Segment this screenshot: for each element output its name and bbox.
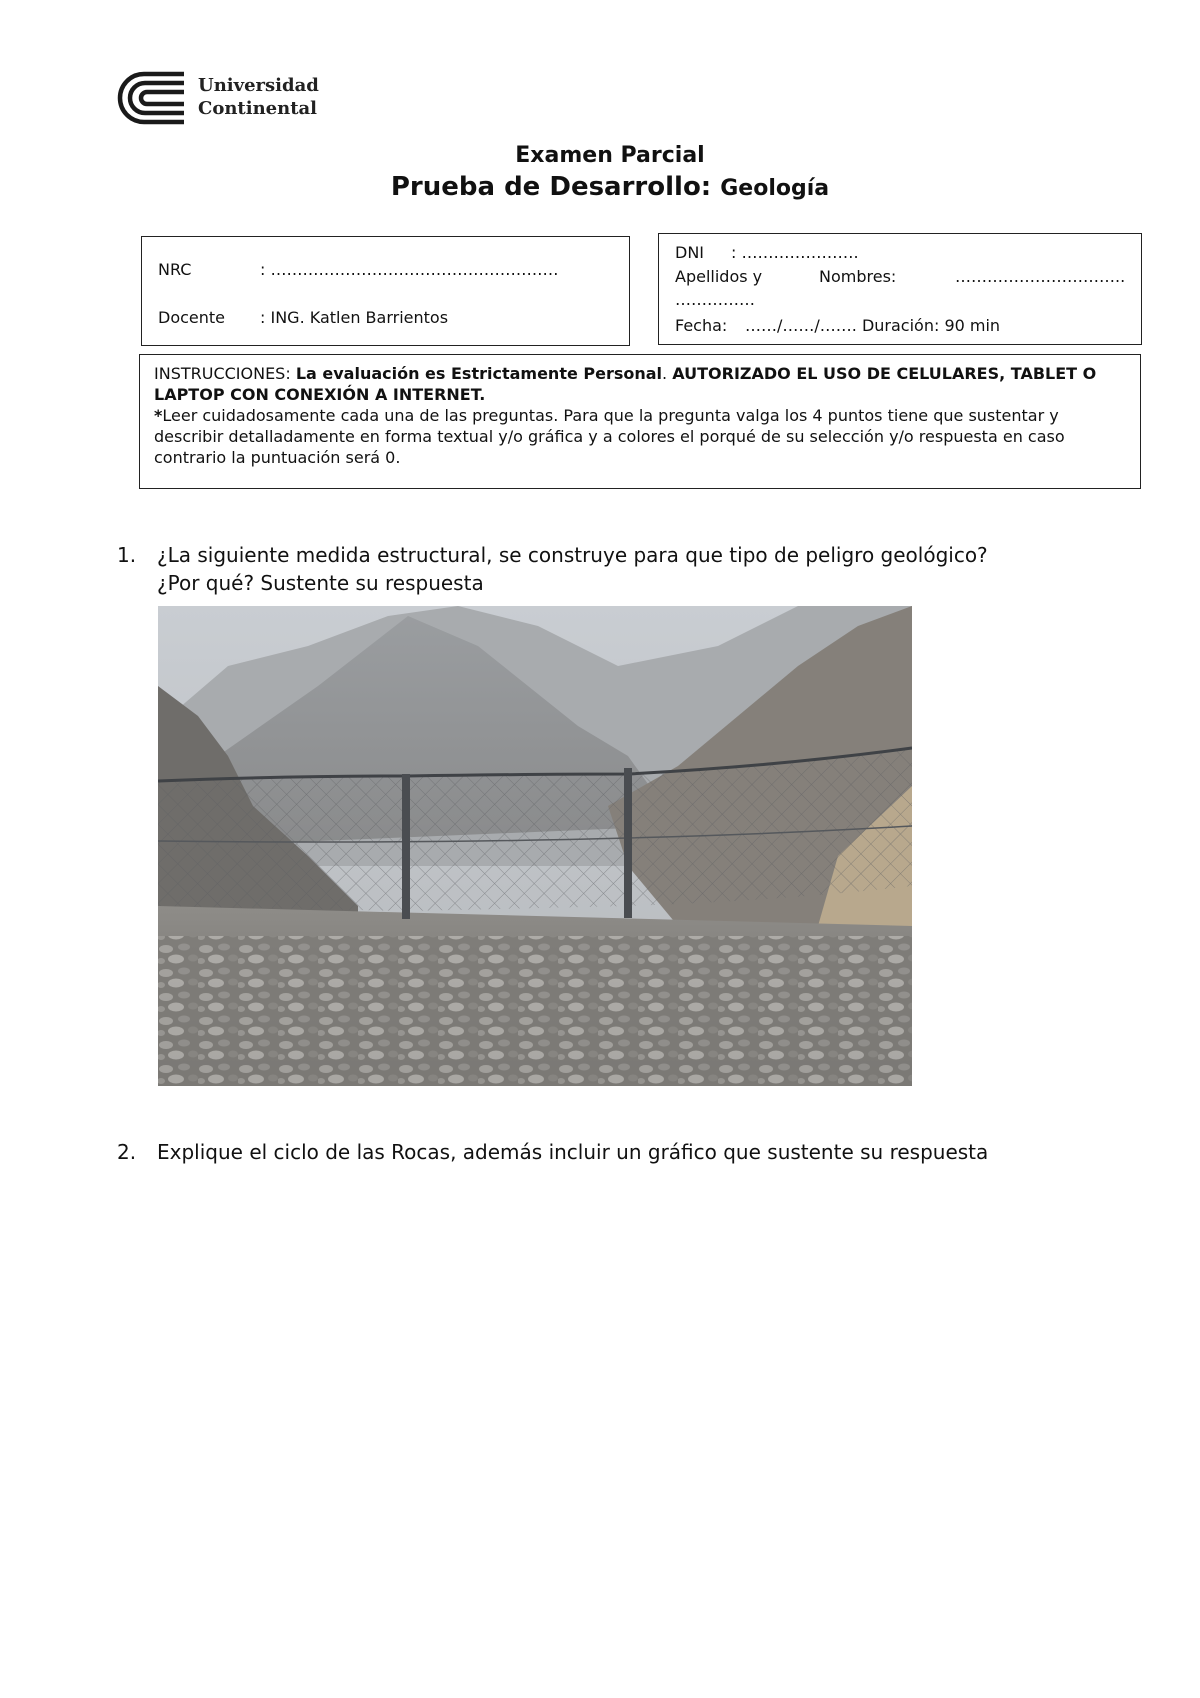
docente-value: : ING. Katlen Barrientos <box>260 308 449 327</box>
dni-label: DNI <box>675 243 705 262</box>
question-1-line-2: ¿Por qué? Sustente su respuesta <box>157 571 484 595</box>
subtitle-prefix: Prueba de Desarrollo: <box>390 172 721 202</box>
docente-label: Docente <box>158 308 226 327</box>
instructions-star: * <box>154 406 163 425</box>
logo-line-1: Universidad <box>198 75 319 96</box>
university-logo <box>114 70 319 128</box>
fecha-duracion-value: ……/……/……. Duración: 90 min <box>745 316 1001 335</box>
dni-field[interactable]: : …………………. <box>731 243 859 262</box>
apellidos-label: Apellidos y <box>675 267 763 286</box>
question-1-line-1: ¿La siguiente medida estructural, se construye para que tipo de peligro geológico? <box>157 543 988 567</box>
instructions-label: INSTRUCCIONES: <box>154 364 296 383</box>
instructions-bold-2: AUTORIZADO EL USO DE CELULARES, TABLET O LAPTOP CON CONEXIÓN A INTERNET. <box>154 364 1097 404</box>
nombres-field-continued[interactable]: …………… <box>675 290 755 309</box>
question-2-number: 2. <box>117 1140 137 1164</box>
question-2-line-1: Explique el ciclo de las Rocas, además incluir un gráfico que sustente su respuesta <box>157 1140 989 1164</box>
nombres-field[interactable]: ………………………….. <box>955 267 1126 286</box>
question-2 <box>117 1138 988 1166</box>
nrc-field[interactable]: : ……………………………………………… <box>260 260 559 279</box>
instructions-body: Leer cuidadosamente cada una de las preguntas. Para que la pregunta valga los 4 puntos tiene que sustentar y describir detalladamente en forma textual y/o gráfica y a colores el porqué de su selección y/o respuesta en caso contrario la puntuación será 0. <box>154 406 1065 467</box>
instructions-bold-1: La evaluación es Estrictamente Personal <box>295 364 663 383</box>
exam-subtitle <box>0 172 1200 202</box>
question-1-number: 1. <box>117 543 137 567</box>
nrc-label: NRC <box>158 260 192 279</box>
course-info-box <box>141 236 630 346</box>
nombres-label: Nombres: <box>819 267 897 286</box>
instructions-text <box>154 363 1124 468</box>
instructions-dot: . <box>662 364 673 383</box>
exam-title: Examen Parcial <box>515 143 705 168</box>
logo-line-2: Continental <box>198 98 318 119</box>
fecha-label: Fecha: <box>675 316 728 335</box>
rockfall-barrier-photo <box>158 606 912 1086</box>
university-logo-icon <box>114 70 190 126</box>
university-name <box>198 74 319 120</box>
subtitle-subject: Geología <box>720 176 830 201</box>
question-1 <box>117 541 988 597</box>
instructions-box <box>139 354 1141 489</box>
student-info-box <box>658 233 1142 345</box>
